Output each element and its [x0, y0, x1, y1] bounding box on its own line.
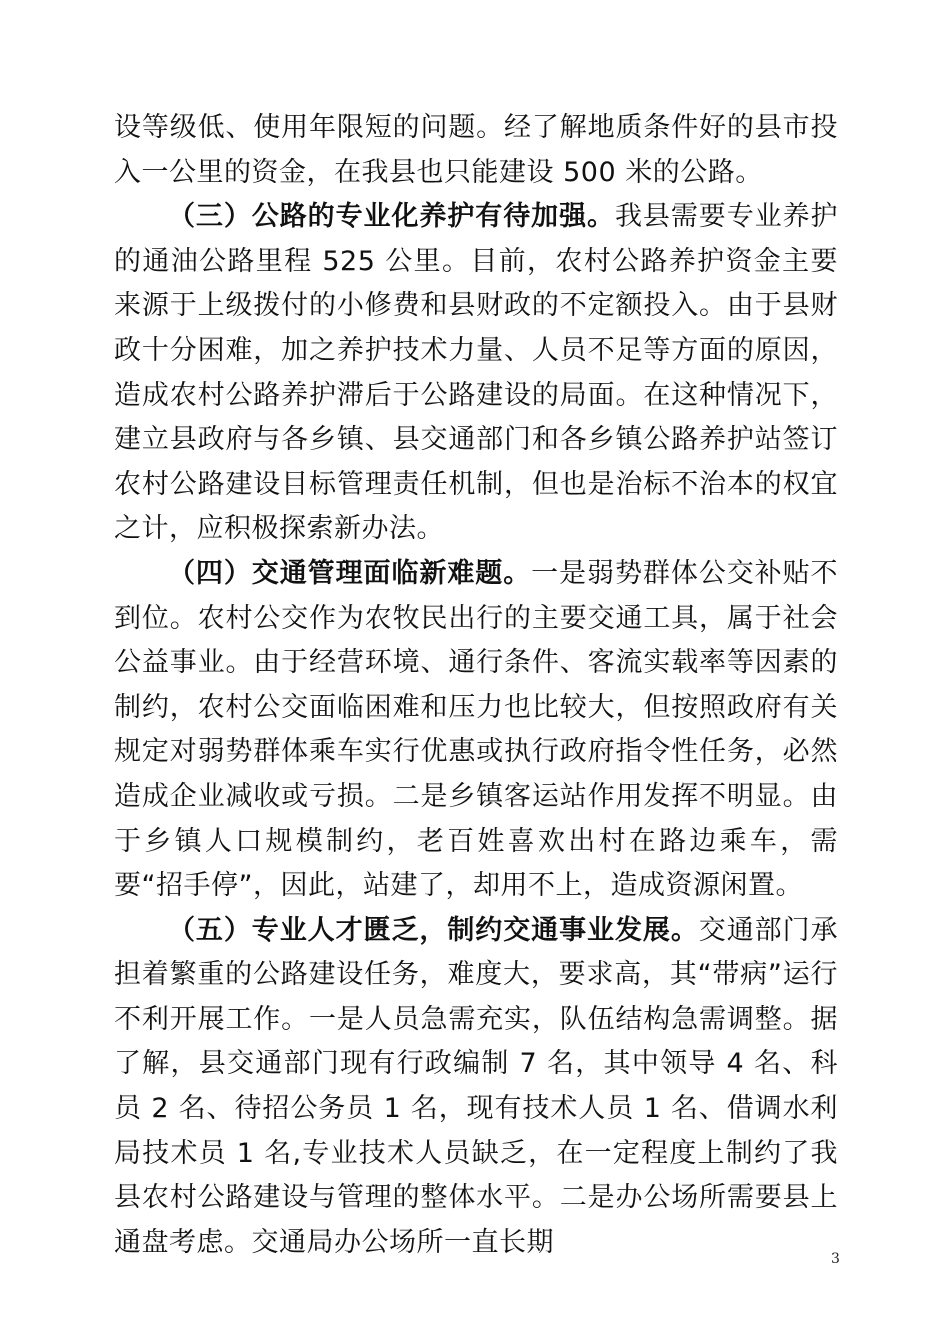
paragraph-section-5: [114, 909, 838, 1266]
paragraph-text: 一是弱势群体公交补贴不到位。农村公交作为农牧民出行的主要交通工具，属于社会公益事业。由于经营环境、通行条件、客流实载率等因素的制约，农村公交面临困难和压力也比较大，但按照政府有关规定对弱势群体乘车实行优惠或执行政府指令性任务，必然造成企业减收或亏损。二是乡镇客运站作用发挥不明显。由于乡镇人口规模制约，老百姓喜欢出村在路边乘车，需要“招手停”，因此，站建了，却用不上，造成资源闲置。: [114, 557, 839, 902]
paragraph-text: 我县需要专业养护的通油公路里程 525 公里。目前，农村公路养护资金主要来源于上级拨付的小修费和县财政的不定额投入。由于县财政十分困难，加之养护技术力量、人员不足等方面的原因，造成农村公路养护滞后于公路建设的局面。在这种情况下，建立县政府与各乡镇、县交通部门和各乡镇公路养护站签订农村公路建设目标管理责任机制，但也是治标不治本的权宜之计，应积极探索新办法。: [114, 201, 839, 545]
section-heading-4: （四）交通管理面临新难题。: [168, 557, 532, 589]
paragraph-text: 设等级低、使用年限短的问题。经了解地质条件好的县市投入一公里的资金，在我县也只能建设 500 米的公路。: [114, 112, 838, 188]
paragraph-text: 交通部门承担着繁重的公路建设任务，难度大，要求高，其“带病”运行不利开展工作。一是人员急需充实，队伍结构急需调整。据了解，县交通部门现有行政编制 7 名，其中领导 4 名、科员 2 名、待招公务员 1 名，现有技术人员 1 名、借调水利局技术员 1 名,专业技术人员缺乏，在一定程度上制约了我县农村公路建设与管理的整体水平。二是办公场所需要县上通盘考虑。交通局办公场所一直长期: [114, 914, 839, 1258]
section-heading-5: （五）专业人才匮乏，制约交通事业发展。: [168, 914, 699, 946]
paragraph-section-3: [114, 195, 838, 552]
page-number: 3: [831, 1251, 840, 1267]
section-heading-3: （三）公路的专业化养护有待加强。: [168, 201, 615, 233]
paragraph-section-4: [114, 552, 838, 909]
paragraph-continuation: [114, 106, 838, 195]
document-body: [114, 106, 838, 1265]
